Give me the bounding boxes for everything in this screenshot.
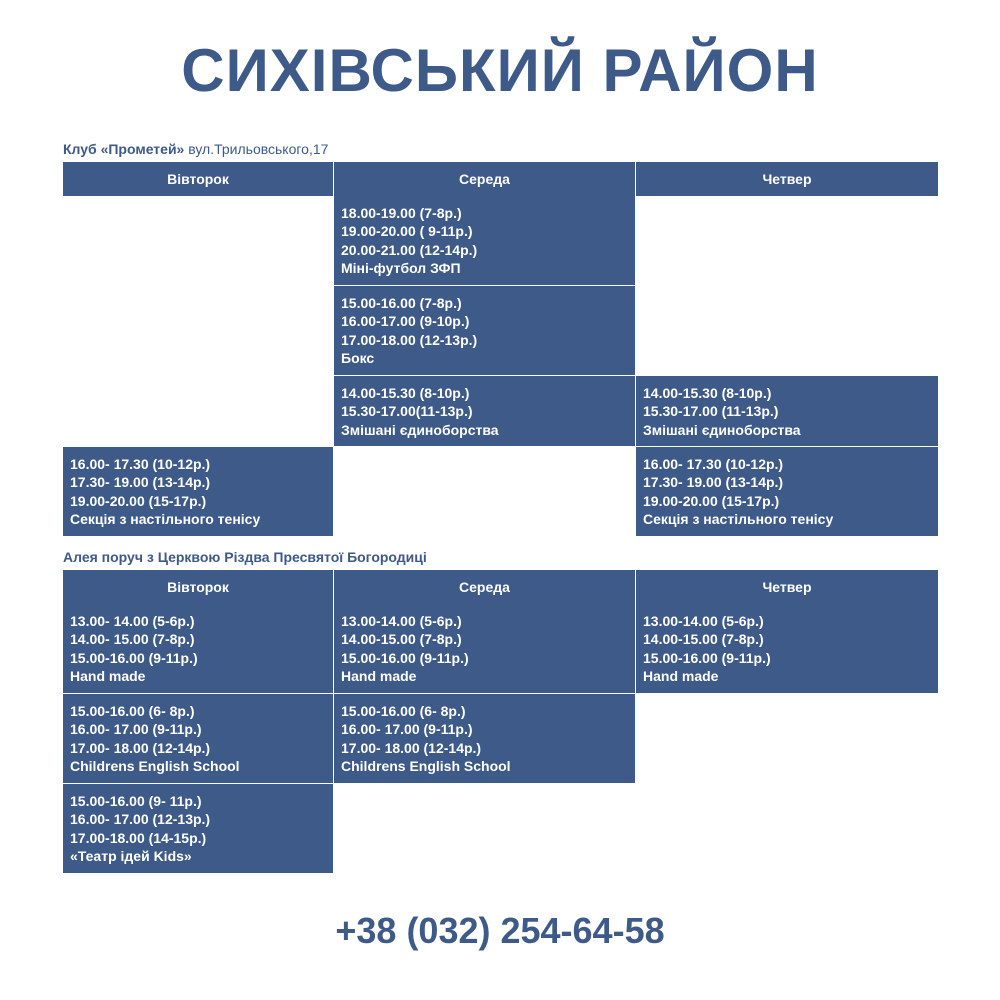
page-title: СИХІВСЬКИЙ РАЙОН bbox=[181, 37, 819, 104]
activity-name: Бокс bbox=[341, 349, 375, 366]
activity-name: Hand made bbox=[70, 667, 146, 684]
schedule-cell bbox=[636, 376, 938, 447]
location-name: Алея поруч з Церквою Різдва Пресвятої Богородиці bbox=[63, 549, 427, 565]
cell-line: 16.00- 17.30 (10-12р.) bbox=[70, 456, 211, 472]
cell-line: 17.30- 19.00 (13-14р.) bbox=[643, 474, 784, 491]
column-header-wednesday: Середа bbox=[334, 162, 636, 196]
activity-name: Hand made bbox=[643, 667, 719, 684]
column-header-tuesday: Вівторок bbox=[63, 570, 334, 604]
cell-line: 18.00-19.00 (7-8р.) bbox=[341, 205, 462, 221]
schedule-cell bbox=[334, 694, 636, 784]
activity-name: Змішані єдиноборства bbox=[643, 421, 801, 438]
cell-line: 17.30- 19.00 (13-14р.) bbox=[70, 474, 211, 491]
cell-line: 17.00-18.00 (12-13р.) bbox=[341, 331, 478, 348]
schedule-cell bbox=[334, 196, 636, 286]
activity-name: Міні-футбол ЗФП bbox=[341, 259, 461, 276]
schedule-cell bbox=[636, 447, 938, 537]
column-header-tuesday: Вівторок bbox=[63, 162, 334, 196]
cell-line: 16.00- 17.00 (9-11р.) bbox=[341, 721, 473, 738]
activity-name: Hand made bbox=[341, 667, 417, 684]
cell-line: 14.00-15.30 (8-10р.) bbox=[643, 385, 772, 401]
cell-line: 15.00-16.00 (9-11р.) bbox=[341, 649, 469, 666]
schedule-cell bbox=[63, 694, 334, 784]
schedule-table-prometei bbox=[63, 162, 938, 537]
schedule-table-alley bbox=[63, 570, 938, 874]
cell-line: 16.00- 17.30 (10-12р.) bbox=[643, 456, 784, 472]
activity-name: Childrens English School bbox=[70, 757, 240, 774]
cell-line: 14.00-15.00 (7-8р.) bbox=[643, 631, 764, 648]
cell-line: 15.00-16.00 (9-11р.) bbox=[643, 649, 771, 666]
cell-line: 19.00-20.00 ( 9-11р.) bbox=[341, 223, 473, 240]
schedule-cell bbox=[334, 604, 636, 694]
schedule-cell bbox=[636, 604, 938, 694]
cell-line: 20.00-21.00 (12-14р.) bbox=[341, 241, 478, 258]
cell-line: 16.00- 17.00 (12-13р.) bbox=[70, 811, 211, 828]
column-header-wednesday: Середа bbox=[334, 570, 636, 604]
schedule-cell bbox=[63, 604, 334, 694]
location-name: Клуб «Прометей» bbox=[63, 141, 185, 157]
schedule-cell bbox=[63, 447, 334, 537]
section-location-prometei bbox=[63, 141, 328, 157]
activity-name: «Театр ідей Kids» bbox=[70, 847, 192, 864]
cell-line: 19.00-20.00 (15-17р.) bbox=[70, 492, 207, 509]
cell-line: 17.00- 18.00 (12-14р.) bbox=[70, 739, 211, 756]
cell-line: 16.00-17.00 (9-10р.) bbox=[341, 313, 470, 330]
schedule-cell bbox=[334, 286, 636, 376]
cell-line: 17.00-18.00 (14-15р.) bbox=[70, 829, 207, 846]
cell-line: 15.00-16.00 (9-11р.) bbox=[70, 649, 198, 666]
section-location-alley bbox=[63, 549, 427, 565]
cell-line: 13.00- 14.00 (5-6р.) bbox=[70, 613, 195, 629]
column-header-thursday: Четвер bbox=[636, 570, 938, 604]
cell-line: 15.00-16.00 (6- 8р.) bbox=[70, 703, 195, 719]
cell-line: 14.00-15.30 (8-10р.) bbox=[341, 385, 470, 401]
cell-line: 15.30-17.00(11-13р.) bbox=[341, 403, 473, 420]
location-address: вул.Трильовського,17 bbox=[184, 141, 329, 157]
activity-name: Секція з настільного тенісу bbox=[70, 510, 261, 527]
cell-line: 16.00- 17.00 (9-11р.) bbox=[70, 721, 202, 738]
activity-name: Змішані єдиноборства bbox=[341, 421, 499, 438]
cell-line: 13.00-14.00 (5-6р.) bbox=[643, 613, 764, 629]
cell-line: 15.00-16.00 (6- 8р.) bbox=[341, 703, 466, 719]
schedule-cell bbox=[334, 376, 636, 447]
cell-line: 19.00-20.00 (15-17р.) bbox=[643, 492, 780, 509]
cell-line: 15.00-16.00 (7-8р.) bbox=[341, 295, 462, 311]
cell-line: 14.00- 15.00 (7-8р.) bbox=[70, 631, 195, 648]
cell-line: 14.00-15.00 (7-8р.) bbox=[341, 631, 462, 648]
cell-line: 17.00- 18.00 (12-14р.) bbox=[341, 739, 482, 756]
activity-name: Childrens English School bbox=[341, 757, 511, 774]
cell-line: 15.00-16.00 (9- 11р.) bbox=[70, 793, 202, 809]
column-header-thursday: Четвер bbox=[636, 162, 938, 196]
cell-line: 15.30-17.00 (11-13р.) bbox=[643, 403, 779, 420]
cell-line: 13.00-14.00 (5-6р.) bbox=[341, 613, 462, 629]
phone-number: +38 (032) 254-64-58 bbox=[335, 910, 665, 951]
activity-name: Секція з настільного тенісу bbox=[643, 510, 834, 527]
schedule-cell bbox=[63, 784, 334, 874]
